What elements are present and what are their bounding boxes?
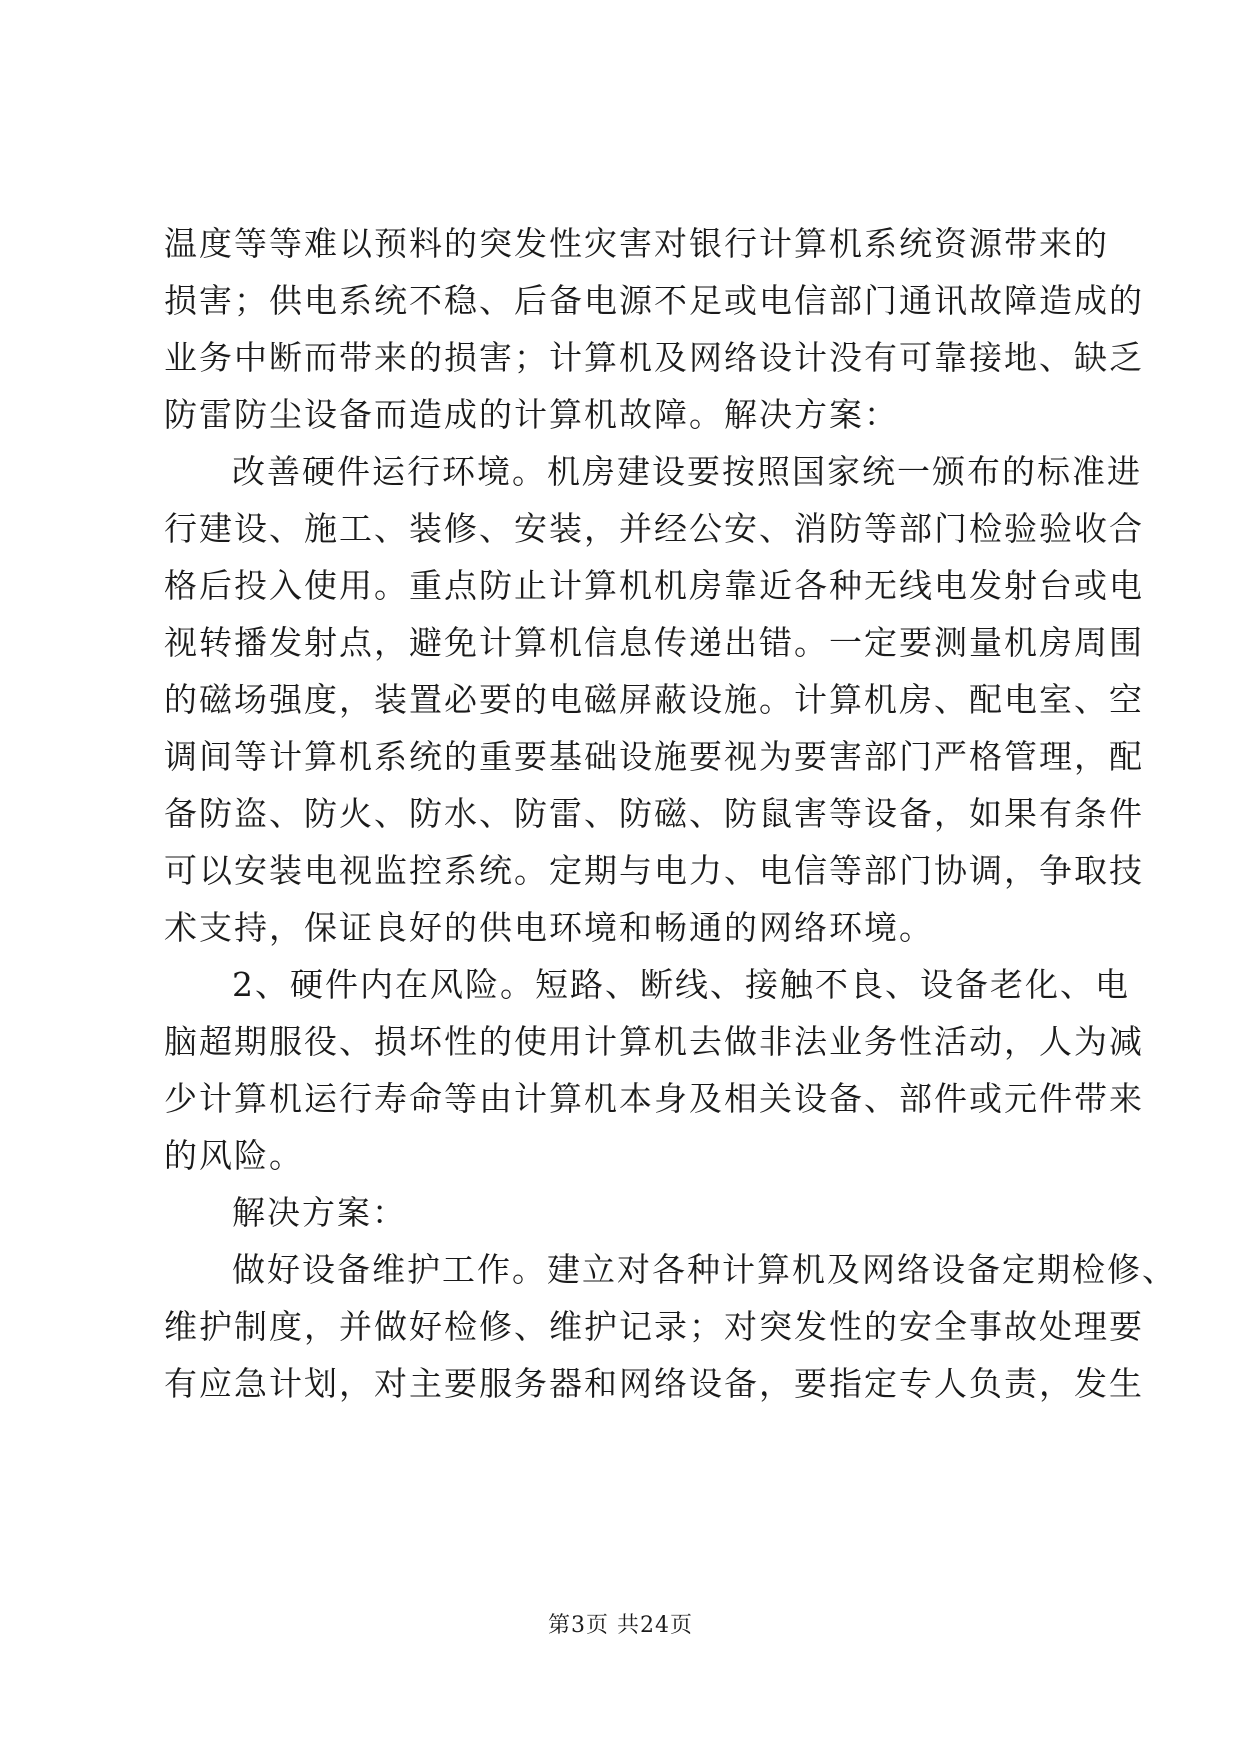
text-line: 格后投入使用。重点防止计算机机房靠近各种无线电发射台或电 (164, 566, 1144, 605)
text-line: 术支持，保证良好的供电环境和畅通的网络环境。 (164, 908, 934, 947)
text-line: 防雷防尘设备而造成的计算机故障。解决方案： (164, 395, 899, 434)
text-line: 损害；供电系统不稳、后备电源不足或电信部门通讯故障造成的 (164, 281, 1144, 320)
paragraph-first-line: 解决方案： (232, 1193, 407, 1232)
page-footer: 第3页 共24页 (548, 1613, 693, 1638)
text-line: 的磁场强度，装置必要的电磁屏蔽设施。计算机房、配电室、空 (164, 680, 1144, 719)
text-line: 备防盗、防火、防水、防雷、防磁、防鼠害等设备，如果有条件 (164, 794, 1144, 833)
text-line: 业务中断而带来的损害；计算机及网络设计没有可靠接地、缺乏 (164, 338, 1144, 377)
paragraph-first-line: 做好设备维护工作。建立对各种计算机及网络设备定期检修、 (232, 1250, 1177, 1289)
text-line: 行建设、施工、装修、安装，并经公安、消防等部门检验验收合 (164, 509, 1144, 548)
text-line: 可以安装电视监控系统。定期与电力、电信等部门协调，争取技 (164, 851, 1144, 890)
text-line: 视转播发射点，避免计算机信息传递出错。一定要测量机房周围 (164, 623, 1144, 662)
text-line: 温度等等难以预料的突发性灾害对银行计算机系统资源带来的 (164, 224, 1109, 263)
text-line: 少计算机运行寿命等由计算机本身及相关设备、部件或元件带来 (164, 1079, 1144, 1118)
text-line: 维护制度，并做好检修、维护记录；对突发性的安全事故处理要 (164, 1307, 1144, 1346)
text-line: 脑超期服役、损坏性的使用计算机去做非法业务性活动，人为减 (164, 1022, 1144, 1061)
paragraph-first-line: 2、硬件内在风险。短路、断线、接触不良、设备老化、电 (232, 965, 1130, 1004)
text-line: 调间等计算机系统的重要基础设施要视为要害部门严格管理，配 (164, 737, 1144, 776)
text-line: 的风险。 (164, 1136, 304, 1175)
paragraph-first-line: 改善硬件运行环境。机房建设要按照国家统一颁布的标准进 (232, 452, 1142, 491)
text-line: 有应急计划，对主要服务器和网络设备，要指定专人负责，发生 (164, 1364, 1144, 1403)
